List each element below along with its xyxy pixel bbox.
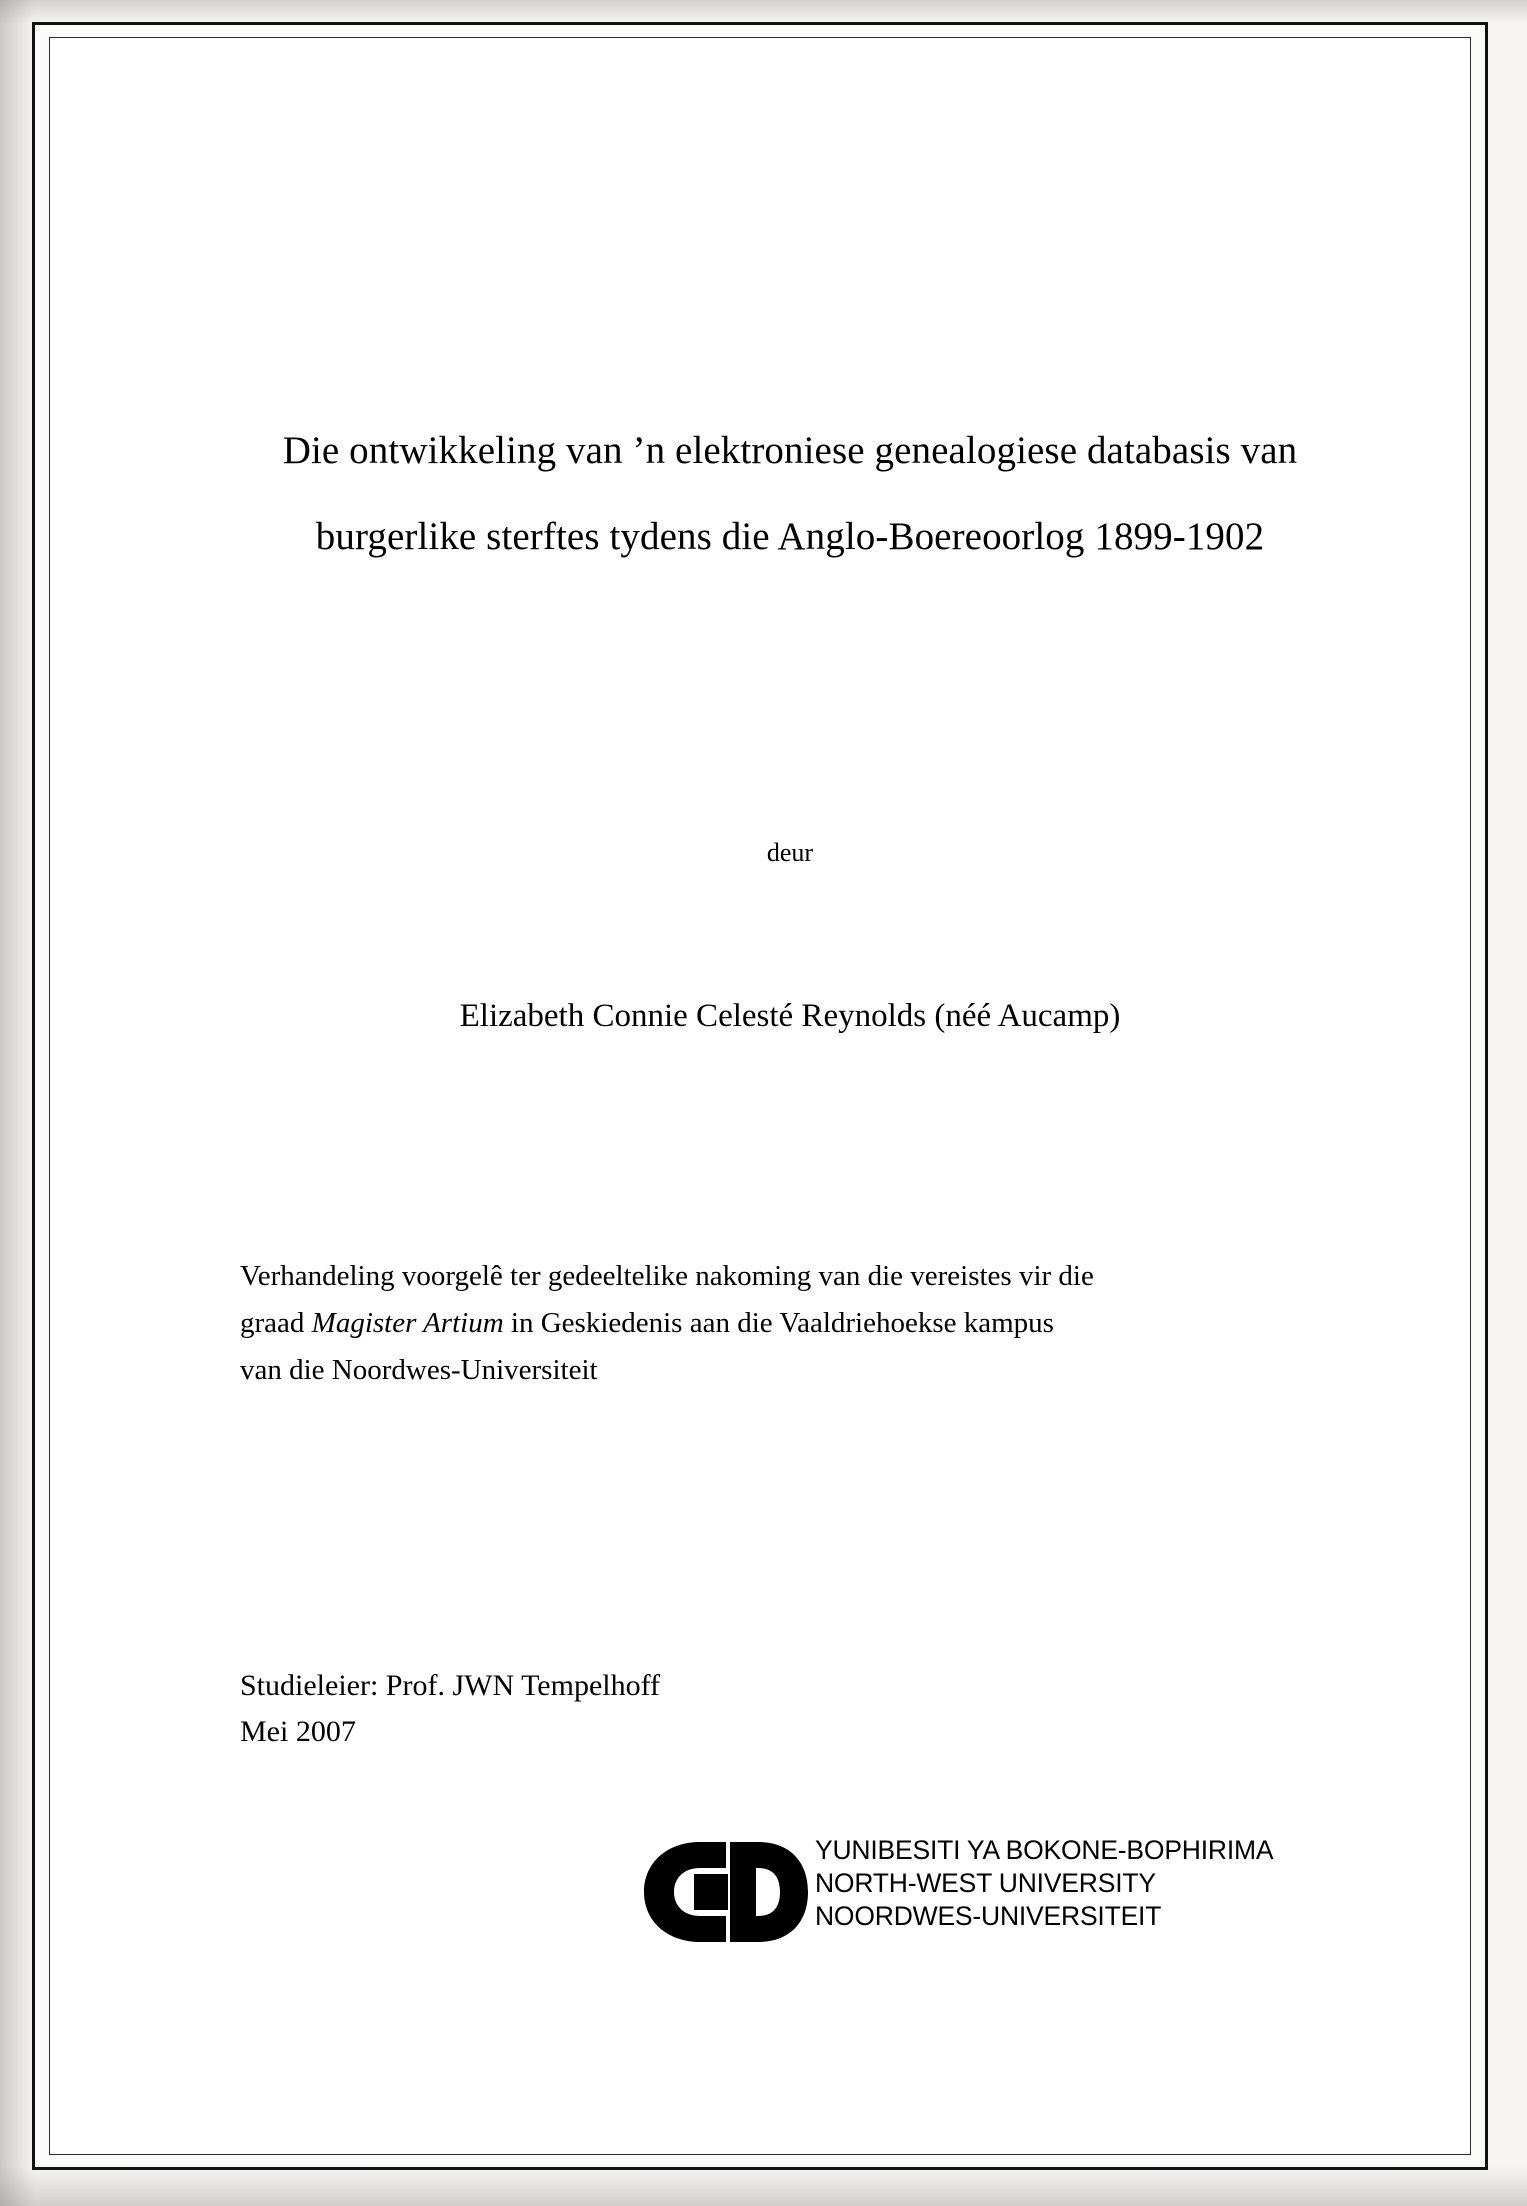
title-line-1: Die ontwikkeling van ’n elektroniese genealogiese databasis van	[282, 429, 1298, 472]
page-border-inner	[49, 37, 1471, 2155]
title-line-2: burgerlike sterftes tydens die Anglo-Boereoorlog 1899-1902	[315, 515, 1265, 558]
supervisor-block	[240, 1663, 1240, 1755]
degree-statement-line-1: Verhandeling voorgelê ter gedeeltelike nakoming van die vereistes vir die	[240, 1260, 1094, 1292]
north-west-university-logo-mark	[630, 1836, 820, 1948]
title-page-content	[200, 38, 1380, 2154]
degree-statement-line-3: van die Noordwes-Universiteit	[240, 1354, 598, 1386]
by-label: deur	[766, 838, 814, 867]
degree-statement-line-2-post: in Geskiedenis aan die Vaaldriehoekse kampus	[503, 1307, 1054, 1339]
date-line: Mei 2007	[240, 1715, 356, 1748]
degree-statement-line-2-pre: graad	[240, 1307, 312, 1339]
university-logo	[630, 1828, 1274, 1958]
degree-statement	[240, 1253, 1340, 1394]
scan-edge-left	[0, 0, 34, 2206]
supervisor-line: Studieleier: Prof. JWN Tempelhoff	[240, 1669, 661, 1702]
logo-text-line-1: YUNIBESITI YA BOKONE-BOPHIRIMA	[815, 1835, 1274, 1865]
degree-statement-line-2	[240, 1300, 1340, 1347]
university-logo-text	[815, 1834, 1273, 1933]
author-name: Elizabeth Connie Celesté Reynolds (néé Aucamp)	[459, 998, 1121, 1034]
degree-name: Magister Artium	[311, 1307, 504, 1339]
logo-text-line-3: NOORDWES-UNIVERSITEIT	[815, 1901, 1162, 1931]
page-title	[200, 408, 1380, 580]
logo-text-line-2: NORTH-WEST UNIVERSITY	[815, 1868, 1156, 1898]
page-border-outer	[32, 22, 1488, 2170]
scan-edge-top	[0, 0, 1527, 24]
scan-edge-bottom	[0, 2166, 1527, 2206]
